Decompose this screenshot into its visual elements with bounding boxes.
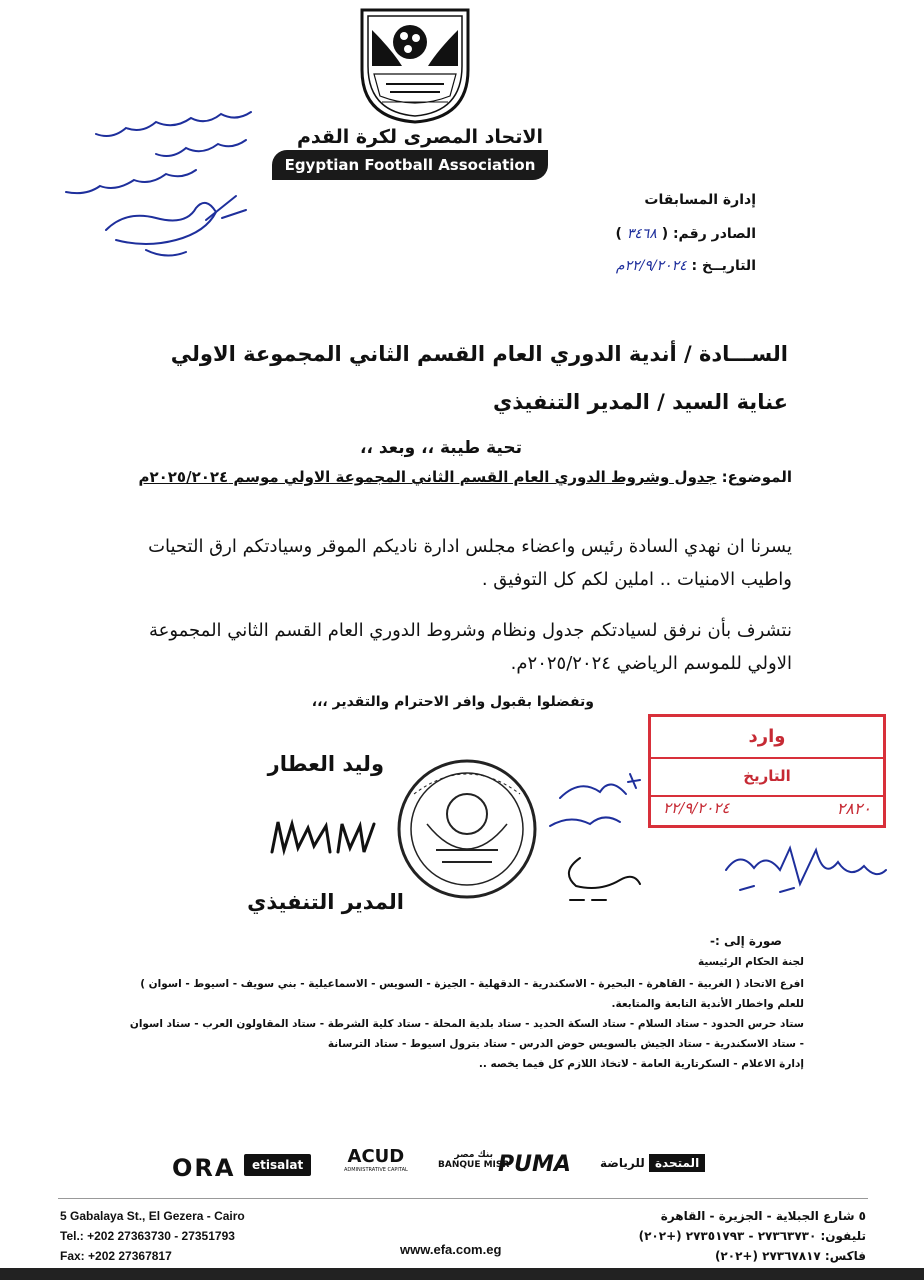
greeting: تحية طيبة ،، وبعد ،، <box>360 438 522 458</box>
handwritten-signature <box>268 812 378 862</box>
incoming-stamp <box>648 714 886 828</box>
issued-value: ٣٤٦٨ <box>626 226 657 242</box>
subject-text: جدول وشروط الدوري العام القسم الثاني المجموعة الاولي موسم ٢٠٢٥/٢٠٢٤م <box>138 468 717 486</box>
address-en-fax: Fax: +202 27367817 <box>60 1249 172 1263</box>
stamp-date-value: ٢٢/٩/٢٠٢٤ <box>663 799 730 817</box>
stamp-number: ٢٨٢٠ <box>836 799 871 818</box>
org-name-arabic: الاتحاد المصرى لكرة القدم <box>297 126 543 148</box>
signatory-title: المدير التنفيذي <box>247 890 404 914</box>
cc-line: افرع الاتحاد ( الغربية - القاهرة - البحيرة - الاسكندرية - الدقهلية - الجيزة - السويس - الاسماعيلية - بني سويف - اسيوط - اسوان ) للعلم واخطار الأندية التابعة والمتابعة. <box>140 978 804 1010</box>
united-sports-rest: للرياضة <box>600 1156 645 1170</box>
handwritten-note-left <box>46 100 276 280</box>
footer-divider <box>58 1198 868 1199</box>
org-name-english: Egyptian Football Association <box>272 150 548 180</box>
issued-label: الصادر رقم: ( <box>661 226 756 242</box>
cc-line: ستاد حرس الحدود - ستاد السلام - ستاد السكة الحديد - ستاد بلدية المحلة - ستاد كلية الشرطة - ستاد المقاولون العرب - ستاد اسوان - ستاد الاسكندرية - ستاد الجيش بالسويس حوض الدرس - ستاد بترول اسيوط - ستاد الترسانة <box>129 1018 804 1050</box>
paragraph-greeting: يسرنا ان نهدي السادة رئيس واعضاء مجلس ادارة ناديكم الموقر وسيادتكم ارق التحيات واطيب الامنيات .. املين لكم كل التوفيق . <box>148 536 792 590</box>
sponsor-etisalat-logo: etisalat <box>244 1154 311 1176</box>
acud-subtitle: ADMINISTRATIVE CAPITAL <box>344 1167 408 1173</box>
sponsor-puma-logo: PUMA <box>498 1152 571 1177</box>
footer-bar <box>0 1268 924 1280</box>
department-label: إدارة المسابقات <box>644 192 756 208</box>
stamp-title: وارد <box>651 717 883 759</box>
address-ar-street: ٥ شارع الجبلاية - الجزيرة - القاهرة <box>660 1209 866 1223</box>
stamp-values <box>651 795 883 829</box>
closing-line: وتفضلوا بقبول وافر الاحترام والتقدير ،،، <box>311 694 594 710</box>
paragraph-attachment: نتشرف بأن نرفق لسيادتكم جدول ونظام وشروط الدوري العام القسم الثاني المجموعة الاولي للموسم الرياضي ٢٠٢٥/٢٠٢٤م. <box>148 620 792 674</box>
subject-line <box>138 468 792 486</box>
cc-line: لجنة الحكام الرئيسية <box>698 956 804 968</box>
banque-misr-en: BANQUE MISR <box>438 1160 510 1170</box>
handwritten-note-right <box>720 840 890 900</box>
address-ar-tel: تليفون: ٢٧٣٦٣٧٣٠ - ٢٧٣٥١٧٩٣ (+٢٠٢) <box>638 1229 866 1243</box>
cc-heading: صورة إلى :- <box>709 934 782 948</box>
letter-date <box>616 258 756 274</box>
official-seal <box>392 754 542 904</box>
date-value: ٢٢/٩/٢٠٢٤م <box>615 258 687 274</box>
sponsor-acud-logo <box>344 1146 408 1173</box>
subject-label: الموضوع: <box>721 468 792 486</box>
efa-logo <box>352 0 478 126</box>
acud-name: ACUD <box>347 1146 405 1167</box>
handwritten-note-middle <box>540 768 650 908</box>
sponsor-united-sports-logo <box>600 1156 705 1170</box>
sponsor-strip <box>168 1140 768 1190</box>
addressee: الســـادة / أندية الدوري العام القسم الثاني المجموعة الاولي <box>170 342 788 366</box>
signatory-name: وليد العطار <box>267 752 384 776</box>
issued-number <box>615 226 756 242</box>
footer-address-english <box>60 1206 245 1266</box>
address-en-tel: Tel.: +202 27363730 - 27351793 <box>60 1229 235 1243</box>
sponsor-ora-logo: ORA <box>172 1154 236 1182</box>
cc-line: إدارة الاعلام - السكرتارية العامة - لاتخاذ اللازم كل فيما يخصه .. <box>478 1058 804 1070</box>
stamp-date-label: التاريخ <box>651 757 883 797</box>
website-link[interactable]: www.efa.com.eg <box>400 1242 502 1257</box>
united-sports-box: المتحدة <box>649 1154 705 1172</box>
footer-address-arabic <box>639 1206 866 1266</box>
attention-line: عناية السيد / المدير التنفيذي <box>492 390 788 414</box>
banque-misr-ar: بنك مصر <box>454 1150 493 1160</box>
date-label: التاريــخ : <box>691 258 756 274</box>
address-en-street: 5 Gabalaya St., El Gezera - Cairo <box>60 1209 245 1223</box>
issued-close: ) <box>615 226 622 242</box>
address-ar-fax: فاكس: ٢٧٣٦٧٨١٧ (+٢٠٢) <box>714 1249 866 1263</box>
